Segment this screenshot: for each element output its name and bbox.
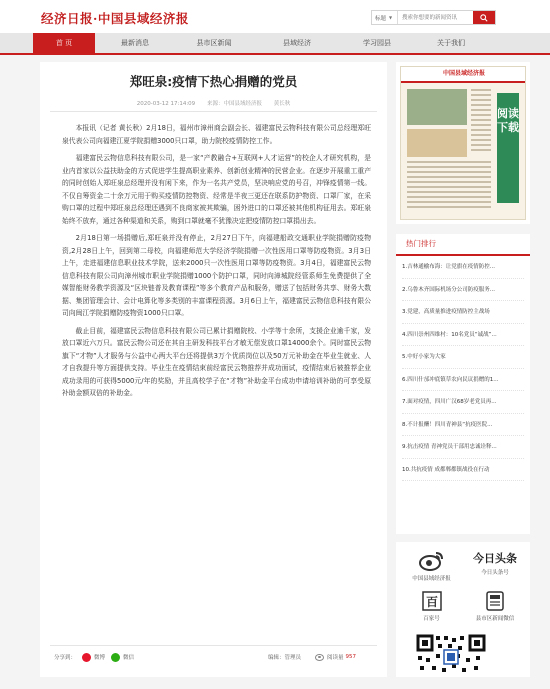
weibo-link[interactable]: [404, 550, 459, 582]
search-type-select[interactable]: [372, 11, 398, 24]
wechat-icon[interactable]: [111, 653, 120, 662]
top-bar: [0, 0, 550, 33]
article-paragraph: 本报讯（记者 黄长秋）2月18日，福州市漳州商会副会长、福建富民云物科技有限公司总经理郑旺泉代表公司向福建江夏学院捐赠3000只口罩，助力院校疫情防控工作。: [62, 124, 371, 145]
baijia-link[interactable]: [404, 590, 459, 622]
news-icon: [484, 590, 506, 612]
search-box: [371, 10, 496, 25]
social-links: [396, 542, 530, 677]
article-date: 2020-03-12 17:14:09: [136, 101, 196, 107]
views-label: 阅读量: [327, 655, 344, 661]
title-divider: [50, 111, 377, 112]
nav-item-latest[interactable]: 最新消息: [121, 39, 149, 47]
newspaper-text-lines: [471, 89, 491, 154]
hot-list-item[interactable]: 5.中好小家为大家: [402, 346, 524, 369]
hot-list-item[interactable]: 10.共抗疫情 成都郫都镇战役在行动: [402, 459, 524, 482]
hot-list-item[interactable]: 1.吉林通榆布海：让党旗在疫情防控...: [402, 256, 524, 279]
newspaper-page: [400, 66, 526, 220]
nav-item-study[interactable]: 学习园县: [363, 39, 391, 47]
article-paragraph: 截止目前，福建富民云物信息科技有限公司已累计捐赠院校、小学等十余所，支援企业逾千家，发放口罩近六万只。富民云物公司还在其自主研发科技平台才敏无偿发放口罩14000余个。同时富民云物旗下“才物”人才服务与公益中心两大平台还将提供3万个优质岗位以及50万元补助金在毕业生就业、人才自我提升等方面提供支持。毕业生在疫情结束前经富民云物推荐并成功面试，疫情结束后被推荐企业成功录用的可获得5000元/年的奖励，并且高校学子在“才物”补助金平台成功申请培训补助的可享受原补助金额双倍的补助金。: [62, 326, 371, 397]
hot-list-item[interactable]: 8.不计报酬！四川青神县“抗疫医院...: [402, 414, 524, 437]
svg-text:百: 百: [425, 595, 438, 609]
site-logo[interactable]: 经济日报·中国县域经济报: [41, 11, 189, 26]
qr-code-image: [416, 634, 486, 674]
main-nav: [0, 33, 550, 55]
read-download-button[interactable]: 阅读下载: [497, 93, 519, 203]
search-type-label: 标题: [375, 15, 387, 22]
share-bar: [54, 650, 134, 664]
weibo-label: 中国县域经济报: [412, 576, 451, 582]
article-source: 来源：中国县域经济报: [206, 101, 262, 107]
share-wechat-button[interactable]: 微信: [123, 655, 135, 661]
article-meta: [40, 99, 387, 107]
nav-item-home[interactable]: 首 页: [33, 33, 95, 53]
hot-list: [396, 256, 530, 481]
hot-ranking-title: 热门排行: [396, 234, 530, 256]
search-input[interactable]: [398, 11, 468, 24]
newspaper-masthead: 中国县域经济报: [401, 67, 526, 83]
share-label: 分享到：: [54, 655, 77, 661]
newspaper-photo: [407, 89, 467, 125]
article-paragraph: 福建富民云物信息科技有限公司，是一家“产教融合+互联网+人才运营”的校企人才研究机构，是业内首家以公益扶助金的方式促进学生提高职业素养、创新创业精神的民营企业。在逐步开展重工重产的同时创始人郑旺泉总经理并没有闲下来，作为一名共产党员，坚决响应党的号召，冲锋疫情第一线。不仅自筹资金二十余万元用于购买疫情防控物资、经常是半夜三更还在联系防护物资、口罩厂家，在采购口罩的过程中郑旺泉总经理还遇到不良商家被其欺骗，困外进口的口罩还被其他机构征用去。郑旺泉始终不放弃，通过各种渠道和关系，购到口罩就毫不犹豫决定把疫情防控口罩捐出去。: [62, 154, 371, 225]
toutiao-logo: 今日头条: [473, 552, 517, 565]
news-wechat-label: 县市区新闻微信: [475, 616, 515, 622]
baijiahao-icon: [421, 590, 443, 612]
hot-list-item[interactable]: 3.党建，高质量推进疫情防控主战场: [402, 301, 524, 324]
footer-divider: [50, 645, 377, 646]
hot-list-item[interactable]: 2.乌鲁木齐国际机场分公司防疫服务...: [402, 279, 524, 302]
toutiao-link[interactable]: [466, 550, 524, 576]
newspaper-text-lines: [407, 161, 491, 211]
article-body: [62, 122, 371, 405]
hot-list-item[interactable]: 9.抗击疫情 青神党员干部用忠诚诠释...: [402, 436, 524, 459]
nav-item-county-news[interactable]: 县市区新闻: [196, 39, 232, 47]
hot-list-item[interactable]: 7.面对疫情，四川广汉68岁老党员再...: [402, 391, 524, 414]
hot-ranking: [396, 234, 530, 534]
editor-label: 编辑：管理员: [268, 655, 302, 661]
share-weibo-button[interactable]: 微博: [94, 655, 106, 661]
weibo-icon[interactable]: [82, 653, 91, 662]
nav-item-about[interactable]: 关于我们: [437, 39, 465, 47]
newspaper-photo: [407, 129, 467, 157]
nav-item-county-economy[interactable]: 县域经济: [283, 39, 311, 47]
hot-list-item[interactable]: 4.四川崇州四维村：10名党员“诚战”...: [402, 324, 524, 347]
toutiao-label: 今日头条号: [481, 570, 509, 576]
chevron-down-icon: ▼: [389, 15, 393, 20]
views-count: 957: [345, 654, 357, 660]
article-paragraph: 2月18日第一场捐赠后,郑旺泉并没有停止，2月27日下午，向福建船政交通职业学院捐赠防疫物资,2月28日上午，回到第二母校，向福建师范大学经济学院捐赠一次性医用口罩等防疫物资。3月3日上午，走进福建信息职业技术学院，送来2000只一次性医用口罩等防疫物资。3月4日，福建富民云物信息科技有限公司向漳州城市职业学院捐赠1000个防护口罩，同时向漳城院经管系师生免费提供了全媒智能财务教学资源及“区块链普及教育课程”等多个教育产品和服务，赠送了包括财务共享、财务大数据、集团管理会计、会计电算化等多类别的丰富课程资源。3月6日上午，福建富民云物信息科技有限公司向闽江学院捐赠防疫物资1000只口罩。: [62, 234, 371, 317]
eye-icon: [315, 654, 324, 661]
search-button[interactable]: [473, 11, 495, 24]
editor-info: [268, 650, 356, 664]
weibo-icon: [419, 550, 445, 572]
newspaper-thumbnail[interactable]: [396, 62, 530, 224]
article-title: 郑旺泉:疫情下热心捐赠的党员: [129, 74, 298, 89]
article-author: 黄长秋: [273, 101, 291, 107]
baijia-label: 百家号: [423, 616, 440, 622]
hot-list-item[interactable]: 6.四川什邡冲底镇草农向民议捐赠的1...: [402, 369, 524, 392]
article-panel: [40, 62, 387, 677]
search-icon: [480, 14, 488, 22]
news-wechat-link[interactable]: [466, 590, 524, 622]
